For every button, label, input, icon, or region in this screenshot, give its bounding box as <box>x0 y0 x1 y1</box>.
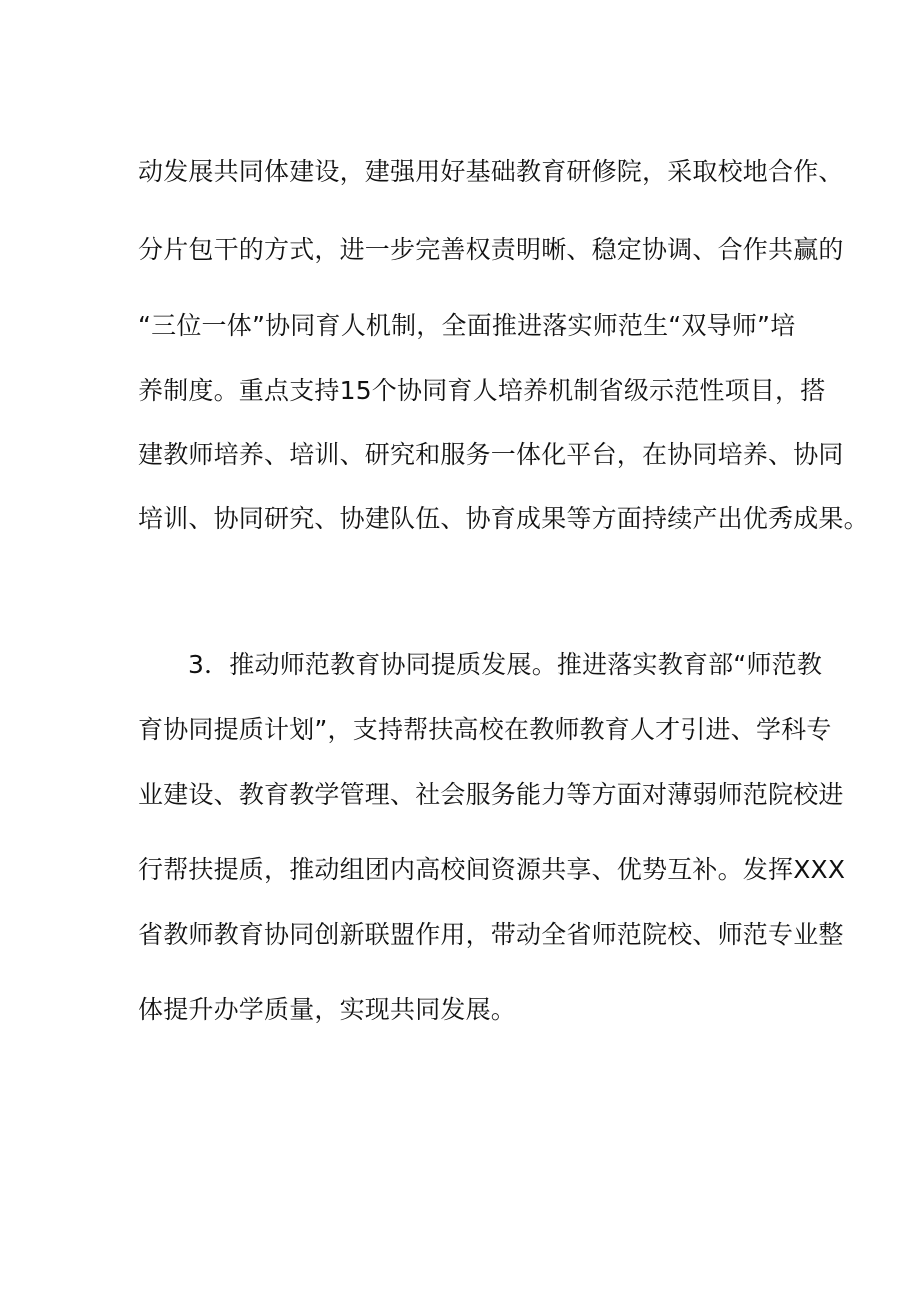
paragraph-1-line-1: 动发展共同体建设，建强用好基础教育研修院，采取校地合作、 <box>138 157 844 186</box>
paragraph-2-line-3: 业建设、教育教学管理、社会服务能力等方面对薄弱师范院校进 <box>138 780 844 809</box>
paragraph-2-line-2: 育协同提质计划”，支持帮扶高校在教师教育人才引进、学科专 <box>138 715 832 744</box>
paragraph-1-line-6: 培训、协同研究、协建队伍、协育成果等方面持续产出优秀成果。 <box>138 504 869 533</box>
paragraph-1-line-5: 建教师培养、培训、研究和服务一体化平台，在协同培养、协同 <box>138 440 844 469</box>
paragraph-2-line-5: 省教师教育协同创新联盟作用，带动全省师范院校、师范专业整 <box>138 920 844 949</box>
paragraph-1-line-4: 养制度。重点支持15个协同育人培养机制省级示范性项目，搭 <box>138 376 826 405</box>
paragraph-1-line-3: “三位一体”协同育人机制，全面推进落实师范生“双导师”培 <box>138 311 796 340</box>
paragraph-2-line-4: 行帮扶提质，推动组团内高校间资源共享、优势互补。发挥XXX <box>138 855 846 884</box>
paragraph-2-line-6: 体提升办学质量，实现共同发展。 <box>138 995 517 1024</box>
paragraph-1-line-2: 分片包干的方式，进一步完善权责明晰、稳定协调、合作共赢的 <box>138 235 844 264</box>
paragraph-2-line-1: 3．推动师范教育协同提质发展。推进落实教育部“师范教 <box>188 650 823 679</box>
